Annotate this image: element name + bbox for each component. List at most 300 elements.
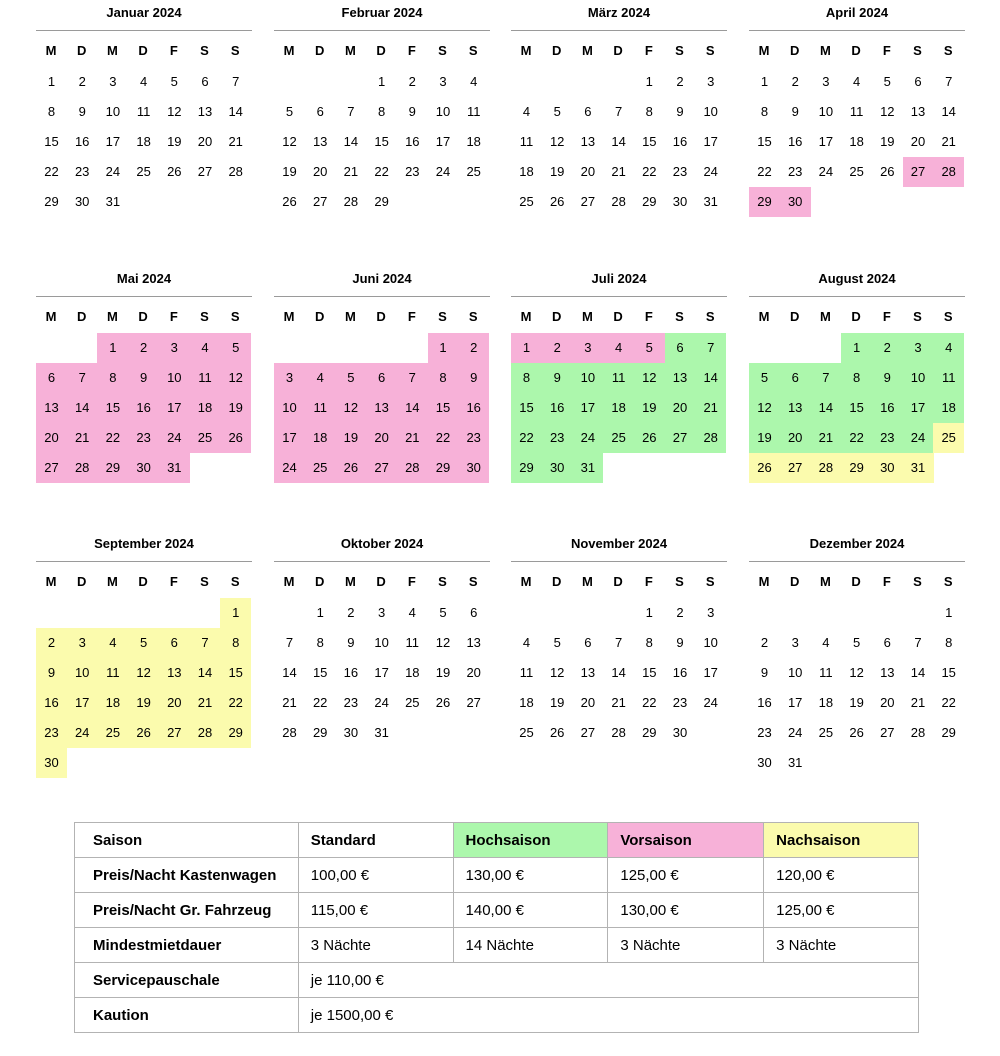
weekday-label: M — [344, 309, 356, 324]
day-cell: 2 — [36, 628, 67, 658]
day-cell: 25 — [97, 718, 128, 748]
weekday-label: S — [200, 43, 209, 58]
day-cell: 30 — [458, 453, 489, 483]
header-post-season: Nachsaison — [764, 823, 919, 858]
day-cell: 27 — [159, 718, 190, 748]
month-divider — [511, 296, 727, 297]
day-cell: 1 — [220, 598, 251, 628]
day-cell: 23 — [36, 718, 67, 748]
day-cell: 12 — [282, 134, 297, 149]
weekday-label: M — [758, 574, 770, 589]
day-cell: 3 — [572, 333, 603, 363]
price-pre-season: 130,00 € — [608, 893, 764, 928]
price-row-large-vehicle — [75, 893, 919, 928]
day-cell: 22 — [312, 695, 328, 710]
day-cell: 12 — [549, 665, 565, 680]
month-title: April 2024 — [825, 5, 889, 20]
day-cell: 1 — [760, 74, 769, 89]
day-cell: 26 — [282, 194, 297, 209]
weekday-label: M — [106, 43, 118, 58]
day-cell: 19 — [849, 695, 864, 710]
month-divider — [36, 561, 252, 562]
day-cell: 17 — [572, 393, 603, 423]
weekday-label: S — [230, 574, 240, 589]
day-cell: 11 — [849, 104, 864, 119]
weekday-label: M — [283, 43, 295, 58]
month-divider — [274, 30, 490, 31]
day-cell: 7 — [67, 363, 98, 393]
day-cell: 16 — [672, 665, 688, 680]
month-divider — [749, 561, 965, 562]
month-calendar — [511, 266, 727, 526]
day-cell: 23 — [343, 695, 359, 710]
day-cell: 16 — [672, 134, 688, 149]
day-cell: 19 — [128, 688, 159, 718]
day-cell: 27 — [780, 453, 811, 483]
month-calendar — [274, 266, 490, 526]
day-cell: 25 — [466, 164, 481, 179]
day-cell: 24 — [105, 164, 121, 179]
day-cell: 21 — [910, 695, 926, 710]
day-cell: 26 — [220, 423, 251, 453]
day-cell: 14 — [695, 363, 726, 393]
day-cell: 1 — [47, 74, 56, 89]
day-cell: 29 — [941, 725, 956, 740]
day-cell: 23 — [672, 695, 688, 710]
day-cell: 30 — [343, 725, 359, 740]
service-fee-label: Servicepauschale — [75, 963, 299, 998]
day-cell: 18 — [190, 393, 221, 423]
day-cell: 2 — [408, 74, 416, 89]
month-title: November 2024 — [570, 536, 668, 551]
day-cell: 13 — [580, 665, 596, 680]
day-cell: 6 — [316, 104, 324, 119]
day-cell: 30 — [872, 453, 903, 483]
day-cell: 30 — [128, 453, 159, 483]
month-calendar — [274, 0, 490, 260]
day-cell: 20 — [580, 695, 596, 710]
price-high-season: 140,00 € — [453, 893, 608, 928]
day-cell: 7 — [695, 333, 726, 363]
day-cell: 12 — [549, 134, 565, 149]
weekday-label: M — [344, 43, 356, 58]
day-cell: 22 — [511, 423, 542, 453]
day-cell: 26 — [335, 453, 366, 483]
day-cell: 24 — [818, 164, 834, 179]
day-cell: 3 — [822, 74, 830, 89]
day-cell: 26 — [167, 164, 182, 179]
month-calendar — [511, 531, 727, 791]
day-cell: 14 — [941, 104, 956, 119]
day-cell: 22 — [757, 164, 772, 179]
day-cell: 13 — [780, 393, 811, 423]
day-cell: 18 — [519, 164, 534, 179]
weekday-label: F — [644, 309, 653, 324]
day-cell: 18 — [136, 134, 151, 149]
weekday-label: S — [200, 309, 209, 324]
day-cell: 29 — [749, 187, 780, 217]
day-cell: 31 — [787, 755, 803, 770]
day-cell: 16 — [343, 665, 359, 680]
day-cell: 4 — [522, 635, 531, 650]
day-cell: 17 — [374, 665, 389, 680]
day-cell: 30 — [74, 194, 90, 209]
day-cell: 24 — [572, 423, 603, 453]
day-cell: 24 — [67, 718, 98, 748]
day-cell: 28 — [67, 453, 98, 483]
day-cell: 9 — [36, 658, 67, 688]
day-cell: 14 — [810, 393, 841, 423]
day-cell: 20 — [197, 134, 213, 149]
day-cell: 13 — [910, 104, 926, 119]
day-cell: 25 — [933, 423, 964, 453]
day-cell: 27 — [36, 453, 67, 483]
day-cell: 11 — [405, 635, 420, 650]
day-cell: 12 — [634, 363, 665, 393]
day-cell: 7 — [190, 628, 221, 658]
day-cell: 15 — [220, 658, 251, 688]
day-cell: 5 — [128, 628, 159, 658]
day-cell: 25 — [849, 164, 864, 179]
day-cell: 8 — [645, 635, 653, 650]
weekday-label: S — [438, 574, 447, 589]
day-cell: 28 — [611, 725, 626, 740]
day-cell: 17 — [159, 393, 190, 423]
weekday-label: F — [169, 309, 178, 324]
weekday-label: D — [789, 309, 800, 324]
month-divider — [511, 561, 727, 562]
day-cell: 29 — [511, 453, 542, 483]
weekday-label: M — [45, 309, 57, 324]
day-cell: 25 — [405, 695, 420, 710]
day-cell: 8 — [97, 363, 128, 393]
weekday-label: D — [376, 574, 386, 589]
day-cell: 8 — [645, 104, 653, 119]
day-cell: 9 — [408, 104, 416, 119]
weekday-label: F — [407, 43, 416, 58]
day-cell: 10 — [703, 635, 718, 650]
day-cell: 21 — [611, 164, 626, 179]
month-calendar — [511, 0, 727, 260]
weekday-label: S — [675, 574, 684, 589]
day-cell: 13 — [159, 658, 190, 688]
day-cell: 23 — [458, 423, 489, 453]
weekday-label: D — [138, 309, 148, 324]
day-cell: 14 — [343, 134, 359, 149]
day-cell: 10 — [274, 393, 305, 423]
day-cell: 8 — [511, 363, 542, 393]
day-cell: 17 — [67, 688, 98, 718]
weekday-label: F — [882, 574, 891, 589]
day-cell: 24 — [435, 164, 451, 179]
month-divider — [36, 30, 252, 31]
day-cell: 6 — [366, 363, 397, 393]
day-cell: 8 — [316, 635, 324, 650]
month-calendar — [274, 531, 490, 791]
day-cell: 12 — [749, 393, 780, 423]
day-cell: 3 — [903, 333, 934, 363]
day-cell: 5 — [439, 605, 447, 620]
day-cell: 11 — [933, 363, 964, 393]
day-cell: 10 — [703, 104, 718, 119]
day-cell: 1 — [511, 333, 542, 363]
day-cell: 28 — [695, 423, 726, 453]
day-cell: 11 — [305, 393, 336, 423]
day-cell: 13 — [880, 665, 895, 680]
weekday-label: D — [314, 43, 325, 58]
day-cell: 26 — [128, 718, 159, 748]
day-cell: 14 — [228, 104, 243, 119]
day-cell: 28 — [397, 453, 428, 483]
day-cell: 25 — [519, 725, 534, 740]
day-cell: 15 — [841, 393, 872, 423]
day-cell: 29 — [374, 194, 389, 209]
day-cell: 12 — [435, 635, 451, 650]
day-cell: 10 — [435, 104, 451, 119]
day-cell: 20 — [312, 164, 328, 179]
day-cell: 6 — [584, 635, 592, 650]
weekday-label: S — [913, 574, 922, 589]
day-cell: 11 — [519, 665, 534, 680]
day-cell: 7 — [285, 635, 294, 650]
month-divider — [274, 561, 490, 562]
day-cell: 13 — [36, 393, 67, 423]
weekday-label: S — [438, 43, 447, 58]
weekday-label: M — [819, 43, 831, 58]
day-cell: 7 — [614, 104, 623, 119]
day-cell: 26 — [880, 164, 895, 179]
day-cell: 1 — [428, 333, 459, 363]
service-fee-value: je 110,00 € — [298, 963, 918, 998]
day-cell: 8 — [220, 628, 251, 658]
day-cell: 5 — [553, 635, 561, 650]
day-cell: 3 — [67, 628, 98, 658]
day-cell: 28 — [343, 194, 359, 209]
day-cell: 24 — [159, 423, 190, 453]
service-fee-row — [75, 963, 919, 998]
day-cell: 22 — [941, 695, 956, 710]
day-cell: 17 — [703, 665, 718, 680]
day-cell: 28 — [282, 725, 297, 740]
day-cell: 5 — [634, 333, 665, 363]
day-cell: 16 — [787, 134, 803, 149]
weekday-label: M — [520, 43, 532, 58]
weekday-label: F — [407, 574, 416, 589]
day-cell: 24 — [274, 453, 305, 483]
day-cell: 5 — [170, 74, 178, 89]
day-cell: 19 — [549, 695, 565, 710]
day-cell: 26 — [634, 423, 665, 453]
price-post-season: 120,00 € — [764, 858, 919, 893]
day-cell: 6 — [36, 363, 67, 393]
price-row-van — [75, 858, 919, 893]
weekday-label: D — [613, 309, 623, 324]
day-cell: 11 — [190, 363, 221, 393]
day-cell: 16 — [74, 134, 90, 149]
day-cell: 30 — [780, 187, 811, 217]
weekday-label: M — [520, 574, 532, 589]
weekday-label: M — [283, 309, 295, 324]
day-cell: 23 — [672, 164, 688, 179]
day-cell: 21 — [810, 423, 841, 453]
day-cell: 5 — [883, 74, 891, 89]
day-cell: 28 — [933, 157, 964, 187]
day-cell: 17 — [787, 695, 803, 710]
month-calendar — [36, 531, 252, 791]
day-cell: 20 — [36, 423, 67, 453]
day-cell: 11 — [97, 658, 128, 688]
day-cell: 16 — [872, 393, 903, 423]
day-cell: 22 — [642, 695, 657, 710]
day-cell: 24 — [703, 164, 718, 179]
day-cell: 6 — [470, 605, 478, 620]
day-cell: 9 — [78, 104, 86, 119]
day-cell: 26 — [549, 725, 565, 740]
day-cell: 20 — [159, 688, 190, 718]
day-cell: 16 — [405, 134, 420, 149]
weekday-label: D — [851, 309, 861, 324]
weekday-label: M — [106, 309, 118, 324]
day-cell: 15 — [374, 134, 389, 149]
day-cell: 13 — [366, 393, 397, 423]
day-cell: 3 — [707, 605, 715, 620]
day-cell: 10 — [903, 363, 934, 393]
day-cell: 20 — [366, 423, 397, 453]
day-cell: 19 — [435, 665, 451, 680]
day-cell: 21 — [941, 134, 956, 149]
day-cell: 22 — [428, 423, 459, 453]
day-cell: 7 — [945, 74, 953, 89]
day-cell: 27 — [466, 695, 481, 710]
day-cell: 6 — [914, 74, 922, 89]
day-cell: 18 — [849, 134, 864, 149]
day-cell: 2 — [542, 333, 573, 363]
month-divider — [511, 30, 727, 31]
weekday-label: S — [200, 574, 209, 589]
day-cell: 29 — [312, 725, 328, 740]
weekday-label: S — [913, 309, 922, 324]
day-cell: 27 — [366, 453, 397, 483]
weekday-label: F — [644, 43, 653, 58]
month-divider — [274, 296, 490, 297]
day-cell: 12 — [128, 658, 159, 688]
day-cell: 22 — [44, 164, 59, 179]
weekday-label: D — [376, 309, 386, 324]
day-cell: 20 — [580, 164, 596, 179]
deposit-row — [75, 998, 919, 1033]
month-calendar — [36, 0, 252, 260]
month-title: Mai 2024 — [116, 271, 172, 286]
min-nights-post-season: 3 Nächte — [764, 928, 919, 963]
day-cell: 2 — [676, 74, 684, 89]
weekday-label: D — [376, 43, 386, 58]
day-cell: 20 — [910, 134, 926, 149]
day-cell: 11 — [136, 104, 151, 119]
day-cell: 27 — [665, 423, 696, 453]
day-cell: 12 — [220, 363, 251, 393]
day-cell: 24 — [787, 725, 803, 740]
min-nights-standard: 3 Nächte — [298, 928, 453, 963]
weekday-label: M — [819, 309, 831, 324]
month-divider — [749, 296, 965, 297]
day-cell: 15 — [97, 393, 128, 423]
day-cell: 3 — [791, 635, 799, 650]
day-cell: 30 — [672, 194, 688, 209]
day-cell: 31 — [159, 453, 190, 483]
day-cell: 24 — [703, 695, 718, 710]
weekday-label: D — [314, 574, 325, 589]
weekday-label: M — [283, 574, 295, 589]
day-cell: 7 — [810, 363, 841, 393]
price-table-header-row — [75, 823, 919, 858]
day-cell: 18 — [405, 665, 420, 680]
header-pre-season: Vorsaison — [608, 823, 764, 858]
day-cell: 1 — [316, 605, 324, 620]
day-cell: 1 — [645, 74, 653, 89]
day-cell: 16 — [757, 695, 772, 710]
day-cell: 4 — [822, 635, 830, 650]
day-cell: 8 — [945, 635, 953, 650]
day-cell: 15 — [511, 393, 542, 423]
day-cell: 21 — [611, 695, 626, 710]
day-cell: 28 — [190, 718, 221, 748]
day-cell: 26 — [435, 695, 451, 710]
day-cell: 21 — [282, 695, 297, 710]
day-cell: 19 — [220, 393, 251, 423]
day-cell: 3 — [274, 363, 305, 393]
weekday-label: D — [76, 309, 87, 324]
price-pre-season: 125,00 € — [608, 858, 764, 893]
weekday-label: S — [468, 309, 478, 324]
weekday-label: M — [106, 574, 118, 589]
day-cell: 4 — [97, 628, 128, 658]
day-cell: 4 — [933, 333, 964, 363]
day-cell: 30 — [542, 453, 573, 483]
day-cell: 15 — [642, 134, 657, 149]
day-cell: 27 — [580, 194, 596, 209]
weekday-label: M — [344, 574, 356, 589]
day-cell: 31 — [903, 453, 934, 483]
day-cell: 28 — [910, 725, 926, 740]
weekday-label: F — [882, 43, 891, 58]
weekday-label: S — [943, 309, 953, 324]
day-cell: 29 — [44, 194, 59, 209]
day-cell: 14 — [67, 393, 98, 423]
day-cell: 21 — [228, 134, 243, 149]
day-cell: 19 — [880, 134, 895, 149]
day-cell: 5 — [553, 104, 561, 119]
day-cell: 8 — [428, 363, 459, 393]
day-cell: 5 — [335, 363, 366, 393]
day-cell: 14 — [397, 393, 428, 423]
day-cell: 7 — [614, 635, 623, 650]
weekday-label: M — [520, 309, 532, 324]
weekday-label: D — [138, 574, 148, 589]
day-cell: 30 — [672, 725, 688, 740]
day-cell: 2 — [78, 74, 86, 89]
header-standard: Standard — [298, 823, 453, 858]
day-cell: 25 — [603, 423, 634, 453]
day-cell: 23 — [757, 725, 772, 740]
day-cell: 7 — [397, 363, 428, 393]
day-cell: 4 — [305, 363, 336, 393]
month-title: Juni 2024 — [352, 271, 412, 286]
day-cell: 23 — [128, 423, 159, 453]
day-cell: 15 — [312, 665, 328, 680]
day-cell: 28 — [228, 164, 243, 179]
day-cell: 3 — [707, 74, 715, 89]
day-cell: 31 — [374, 725, 389, 740]
